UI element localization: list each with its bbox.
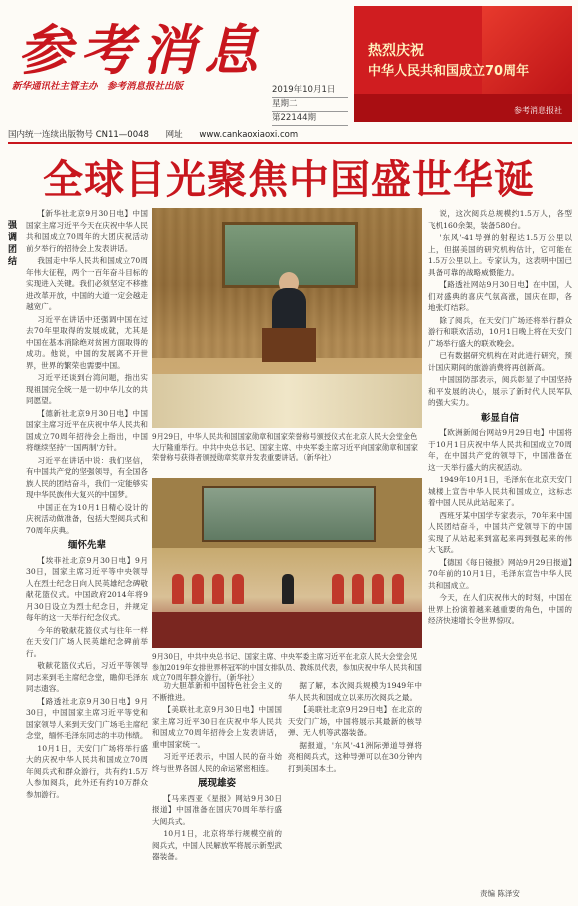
red-carpet xyxy=(152,612,422,648)
paragraph: 习近平还谈到台湾问题，指出实现祖国完全统一是一切中华儿女的共同愿望。 xyxy=(26,373,148,405)
photo1-caption: 9月29日，中华人民共和国国家勋章和国家荣誉称号颁授仪式在北京人民大会堂金色大厅隆重举行。中共中央总书记、国家主席、中央军委主席习近平向国家勋章和国家荣誉称号获得者颁授勋章奖章并发表重要讲话。（新华社） xyxy=(152,432,418,462)
paragraph: 我国走中华人民共和国成立70周年伟大征程，两个一百年奋斗目标的实现进入关键。我们必须坚定不移推进改革开放，中国的大道一定会越走越宽广。 xyxy=(26,256,148,311)
paragraph: 中国国防部表示，阅兵彰显了中国坚持和平发展的决心，展示了新时代人民军队的强大实力。 xyxy=(428,375,572,407)
paragraph: 【马来西亚《星报》网站9月30日报道】中国准备在国庆70周年举行盛大阅兵式。 xyxy=(152,793,282,826)
website-label: 网址 xyxy=(165,130,183,140)
paragraph: 【美联社北京9月30日电】中国国家主席习近平30日在庆祝中华人民共和国成立70周年招待会上发表讲话，重申国家统一。 xyxy=(152,705,282,749)
website-link[interactable]: www.cankaoxiaoxi.com xyxy=(199,130,299,140)
paragraph: 【埃菲社北京9月30日电】9月30日，国家主席习近平等中央领导人在烈士纪念日向人民英雄纪念碑敬献花篮仪式。中国政府2014年将9月30日设立为烈士纪念日，并规定每年的这一天举行纪念仪式。 xyxy=(26,555,148,622)
photo2-caption: 9月30日，中共中央总书记、国家主席、中央军委主席习近平在北京人民大会堂会见参加2019年女排世界杯冠军的中国女排队员、教练员代表，参加庆祝中华人民共和国成立70周年群众游行。（新华社） xyxy=(152,652,422,682)
right-column xyxy=(428,208,572,884)
masthead-slogan: 新华通讯社主管主办 参考消息报社出版 xyxy=(12,81,184,92)
paragraph: 据报道，'东风'-41洲际弹道导弹将亮相阅兵式，这种导弹可以在30分钟内打到美国本土。 xyxy=(288,740,422,773)
paragraph: 已有数据研究机构在对此进行研究，预计国庆期间的旅游消费将再创新高。 xyxy=(428,351,572,372)
paragraph: 习近平在讲话中还强调中国在过去70年里取得的发展成就，尤其是中国在基本消除绝对贫困方面取得的成功。他说，中国的发展离不开世界，世界的繁荣也需要中国。 xyxy=(26,314,148,370)
banner-line2: 中华人民共和国成立70周年 xyxy=(368,64,530,79)
paragraph: 【德国《每日镜报》网站9月29日报道】70年前的10月1日，毛泽东宣告中华人民共和国成立。 xyxy=(428,557,572,590)
date-box xyxy=(272,84,348,126)
vertical-subtitle: 强调团结 xyxy=(8,221,18,267)
left-column xyxy=(26,208,148,884)
info-bar xyxy=(8,128,572,144)
paragraph: 【新华社北京9月30日电】中国国家主席习近平今天在庆祝中华人民共和国成立70周年的大团庆祝活动前夕举行的招待会上发表讲话。 xyxy=(26,209,148,253)
paragraph: 今天，在人们庆祝伟大的时刻，中国在世界上扮演着越来越重要的角色，中国的经济快速增长令世界惊叹。 xyxy=(428,593,572,625)
banner-line1: 热烈庆祝 xyxy=(368,43,424,59)
paragraph: 习近平在讲话中说：我们坚信，有中国共产党的坚强领导，有全国各族人民的团结奋斗，我们一定能够实现中华民族伟大复兴的中国梦。 xyxy=(26,455,148,499)
photo-meeting xyxy=(152,478,422,648)
paragraph: 习近平还表示，中国人民的奋斗始终与世界各国人民的命运紧密相连。 xyxy=(152,752,282,773)
paragraph: 10月1日，北京将举行规模空前的阅兵式，中国人民解放军将展示新型武器装备。 xyxy=(152,829,282,861)
podium xyxy=(262,328,316,362)
editor-name: 陈泽安 xyxy=(497,889,520,898)
editor-credit xyxy=(480,888,570,899)
main-headline: 全球目光聚焦中国盛世华诞 xyxy=(43,157,535,203)
middle-column-1 xyxy=(152,680,282,884)
anniversary-banner xyxy=(354,6,572,122)
paragraph: 10月1日，天安门广场将举行盛大的庆祝中华人民共和国成立70周年阅兵式和群众游行，共有约1.5万人参加阅兵，此外还有约10万群众参加游行。 xyxy=(26,743,148,799)
issue-number: 第22144期 xyxy=(272,112,348,126)
paragraph: 西班牙某中国学专家表示，70年来中国人民团结奋斗，中国共产党领导下的中国实现了从站起来到富起来再到强起来的伟大飞跃。 xyxy=(428,510,572,554)
banner-logo: 参考消息报社 xyxy=(514,106,562,115)
paragraph: 敬献花篮仪式后，习近平等领导同志来到毛主席纪念堂，瞻仰毛泽东同志遗容。 xyxy=(26,661,148,693)
paragraph: 功大胆革新和中国特色社会主义的不断推进。 xyxy=(152,681,282,702)
section-title-left: 缅怀先辈 xyxy=(67,540,106,551)
paragraph: 除了阅兵，在天安门广场还将举行群众游行和联欢活动，10月1日晚上将在天安门广场举行盛大的联欢晚会。 xyxy=(428,315,572,348)
section-title-middle: 展现雄姿 xyxy=(197,778,236,789)
meeting-painting xyxy=(202,486,376,542)
paragraph: 据了解，本次阅兵规模为1949年中华人民共和国成立以来历次阅兵之最。 xyxy=(288,681,422,702)
paragraph: 【路透社网站9月30日电】在中国，人们对盛典的喜庆气氛高涨，国庆在即，各地张灯结彩。 xyxy=(428,280,572,312)
paragraph: 【欧洲新闻台网站9月29日电】中国将于10月1日庆祝中华人民共和国成立70周年，在中国共产党的领导下，中国准备在这一天举行盛大的庆祝活动。 xyxy=(428,428,572,472)
paragraph: 【美联社北京9月29日电】在北京的天安门广场，中国将展示其最新的核导弹、无人机等武器装备。 xyxy=(288,705,422,737)
editor-label: 责编 xyxy=(480,889,495,898)
issue-date: 2019年10月1日 xyxy=(272,84,348,98)
photo-ceremony xyxy=(152,208,422,428)
paragraph: 【德新社北京9月30日电】中国国家主席习近平在庆祝中华人民共和国成立70周年招待会上指出，中国将继续坚持'一国两制'方针。 xyxy=(26,408,148,452)
paragraph: 说，这次阅兵总规模约1.5万人，各型飞机160余架，装备580台。 xyxy=(428,209,572,230)
paragraph: 【路透社北京9月30日电】9月30日，中国国家主席习近平等党和国家领导人来到天安门广场毛主席纪念堂，缅怀毛泽东同志的丰功伟绩。 xyxy=(26,696,148,740)
paragraph: 1949年10月1日，毛泽东在北京天安门城楼上宣告中华人民共和国成立，这标志着中国人民从此站起来了。 xyxy=(428,475,572,507)
paragraph: 今年的敬献花篮仪式与往年一样在天安门广场人民英雄纪念碑前举行。 xyxy=(26,625,148,658)
flowers xyxy=(152,374,422,428)
paragraph: 中国正在为10月1日精心设计的庆祝活动做准备，包括大型阅兵式和70周年庆典。 xyxy=(26,502,148,535)
section-title-right: 彰显自信 xyxy=(480,412,519,424)
middle-column-2 xyxy=(288,680,422,884)
publication-code: 国内统一连续出版物号 CN11—0048 xyxy=(8,130,149,140)
issue-weekday: 星期二 xyxy=(272,98,348,112)
masthead-title: 参考消息 xyxy=(18,18,266,82)
paragraph: '东风'-41导弹的射程达1.5万公里以上，但据美国的研究机构估计，它可能在1.5万公里以上。专家认为，这表明中国已具备可靠的战略威慑能力。 xyxy=(428,233,572,277)
